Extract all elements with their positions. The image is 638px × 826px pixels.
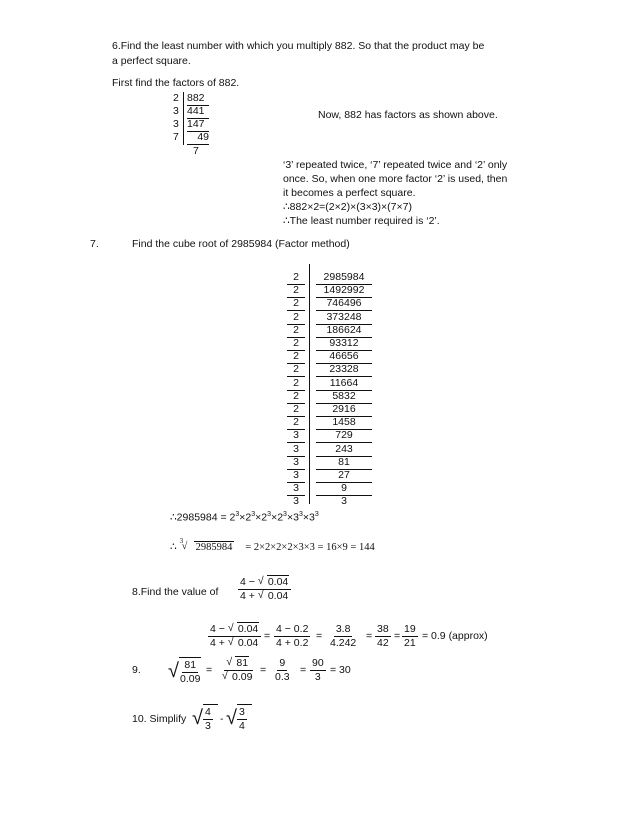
q7-divisor: 2 [287,324,305,338]
q6-explanation-3: it becomes a perfect square. [283,187,416,199]
q6-divisor: 3 [173,105,179,117]
q8-radicand: 0.04 [237,637,259,649]
equals-sign: = [260,664,267,676]
q6-line-3: First find the factors of 882. [112,77,240,89]
q7-exponent: 3 [283,511,287,518]
q8-radicand: 0.04 [267,576,289,588]
q6-explanation-4: ∴882×2=(2×2)×(3×3)×(7×7) [283,201,412,213]
q7-quotient: 3 [341,495,347,508]
q7-quotient: 729 [316,429,372,443]
q7-quotient: 1458 [316,416,372,430]
q8-question-fraction [238,576,291,603]
q7-divisor: 3 [287,429,305,443]
q7-divisor: 2 [287,416,305,430]
q7-divisor: 2 [287,377,305,391]
q8-step-2-num: 4 − 0.2 [276,623,309,635]
q7-divisor: 3 [287,482,305,496]
q8-den-lead: 4 + [210,637,228,649]
equals-sign: = [366,630,373,642]
q7-divisor: 3 [287,443,305,457]
minus-sign: - [220,713,224,725]
q9-label: 9. [132,664,141,676]
cube-root-expression [179,537,235,553]
q8-step-4-den: 42 [377,637,389,649]
q7-divisor: 2 [287,337,305,351]
therefore-symbol: ∴ [170,541,180,553]
q9-num-3: 9 [279,657,286,669]
q7-result-term: ×2 [271,511,284,524]
q7-divisor: 2 [287,390,305,404]
q8-step-4 [375,623,391,650]
q7-divisor: 2 [287,403,305,417]
q7-divisor: 3 [287,469,305,483]
q7-result-term: ×3 [286,511,299,524]
q9-den-4: 3 [314,671,321,683]
q9-term-1 [168,655,202,689]
q10-den-1: 3 [205,720,211,732]
q7-exponent: 3 [235,511,240,518]
q6-explanation-2: once. So, when one more factor ‘2’ is used, then [283,173,508,185]
radical-sign-icon: √ [226,707,237,729]
q7-divisor: 3 [287,456,305,470]
q8-answer: = 0.9 (approx) [422,630,488,642]
q8-den-lead: 4 + [240,590,258,602]
q6-explanation-5: ∴The least number required is ‘2’. [283,215,440,227]
cube-root-index: 3 [179,537,184,545]
equals-sign: = [394,630,401,642]
q8-step-3-den: 4.242 [330,637,357,649]
equals-sign: = [264,630,271,642]
cube-root-equation: = 2×2×2×2×3×3 = 16×9 = 144 [245,542,375,553]
q6-divisor: 3 [173,118,179,130]
q7-quotient: 243 [316,443,372,457]
q7-quotient: 373248 [316,311,372,325]
q7-divisor: 3 [293,495,299,508]
q6-divisor: 7 [173,131,179,143]
cube-root-radicand: 2985984 [195,542,233,553]
q6-divisor: 2 [173,92,179,104]
q7-quotient: 9 [316,482,372,496]
equals-sign: = [300,664,307,676]
q10-term-2 [226,702,256,736]
q7-quotient: 2916 [316,403,372,417]
q8-step-2-den: 4 + 0.2 [276,637,309,649]
q7-number: 7. [90,238,99,250]
q8-num-lead: 4 − [210,623,228,635]
q6-quotient: 441 [187,105,209,119]
q9-answer: = 30 [330,664,351,676]
q8-step-4-num: 38 [377,623,389,635]
q7-exponent: 3 [314,511,319,518]
q7-quotient: 5832 [316,390,372,404]
q6-quotient: 49 [187,131,209,145]
q7-quotient: 27 [316,469,372,483]
q6-quotient: 147 [187,118,209,132]
q8-step-3 [328,623,358,650]
q7-quotient: 11664 [316,377,372,391]
q7-quotient: 2985984 [316,271,372,285]
q7-cube-root-line [170,537,375,553]
q8-label: 8.Find the value of [132,586,219,598]
q6-line-2: a perfect square. [112,55,191,67]
q7-divisor: 2 [287,284,305,298]
radical-sign-icon: √ [168,660,179,682]
q7-divisor: 2 [287,311,305,325]
equals-sign: = [206,664,213,676]
q8-step-5-num: 19 [404,623,416,635]
q10-label: 10. Simplify [132,713,187,725]
q7-quotient: 746496 [316,297,372,311]
q9-den-1: 0.09 [232,671,253,683]
q9-num-1: 81 [184,659,197,671]
q6-line-1: 6.Find the least number with which you multiply 882. So that the product may be [112,40,485,52]
q7-divisor: 2 [287,271,305,285]
q7-quotient: 23328 [316,363,372,377]
q7-exponent: 3 [267,511,272,518]
q8-step-3-num: 3.8 [335,623,351,635]
radical-sign-icon: √ [181,541,188,552]
q8-radicand: 0.04 [237,623,259,635]
q9-num-1: 81 [236,657,249,669]
q7-result-term: ×2 [239,511,252,524]
q6-quotient: 882 [187,92,209,106]
q7-divisor: 2 [287,350,305,364]
q10-den-2: 4 [239,720,245,732]
q9-num-4: 90 [312,657,324,669]
q8-step-2 [274,623,310,650]
q7-result-line [170,511,319,524]
q7-result-lhs: ∴2985984 = 2 [170,511,236,524]
equals-sign: = [316,630,323,642]
q9-term-4 [310,657,326,684]
radical-sign-icon: √ [192,707,203,729]
q9-den-1: 0.09 [180,673,201,685]
q10-num-1: 4 [205,706,211,718]
q7-exponent: 3 [251,511,256,518]
q7-quotient: 1492992 [316,284,372,298]
q8-num-lead: 4 − [240,576,258,588]
q10-num-2: 3 [239,706,245,718]
q7-divisor: 2 [287,363,305,377]
q8-step-1 [208,623,261,650]
q7-quotient: 186624 [316,324,372,338]
q10-term-1 [192,702,222,736]
q9-term-3 [273,657,292,684]
q6-side-note: Now, 882 has factors as shown above. [318,109,498,121]
q7-quotient: 46656 [316,350,372,364]
q7-title: Find the cube root of 2985984 (Factor method) [132,238,350,250]
q8-radicand: 0.04 [267,590,289,602]
q6-quotient: 7 [193,145,199,157]
q7-result-term: ×2 [255,511,268,524]
q9-den-3: 0.3 [275,671,290,683]
q6-explanation-1: ‘3’ repeated twice, ‘7’ repeated twice and ‘2’ only [283,159,508,171]
q7-exponent: 3 [298,511,303,518]
q7-divisor: 2 [287,297,305,311]
q7-result-term: ×3 [302,511,315,524]
q8-step-5 [402,623,418,650]
q7-quotient: 93312 [316,337,372,351]
q9-term-2 [220,657,255,684]
q8-step-5-den: 21 [404,637,416,649]
q7-quotient: 81 [316,456,372,470]
